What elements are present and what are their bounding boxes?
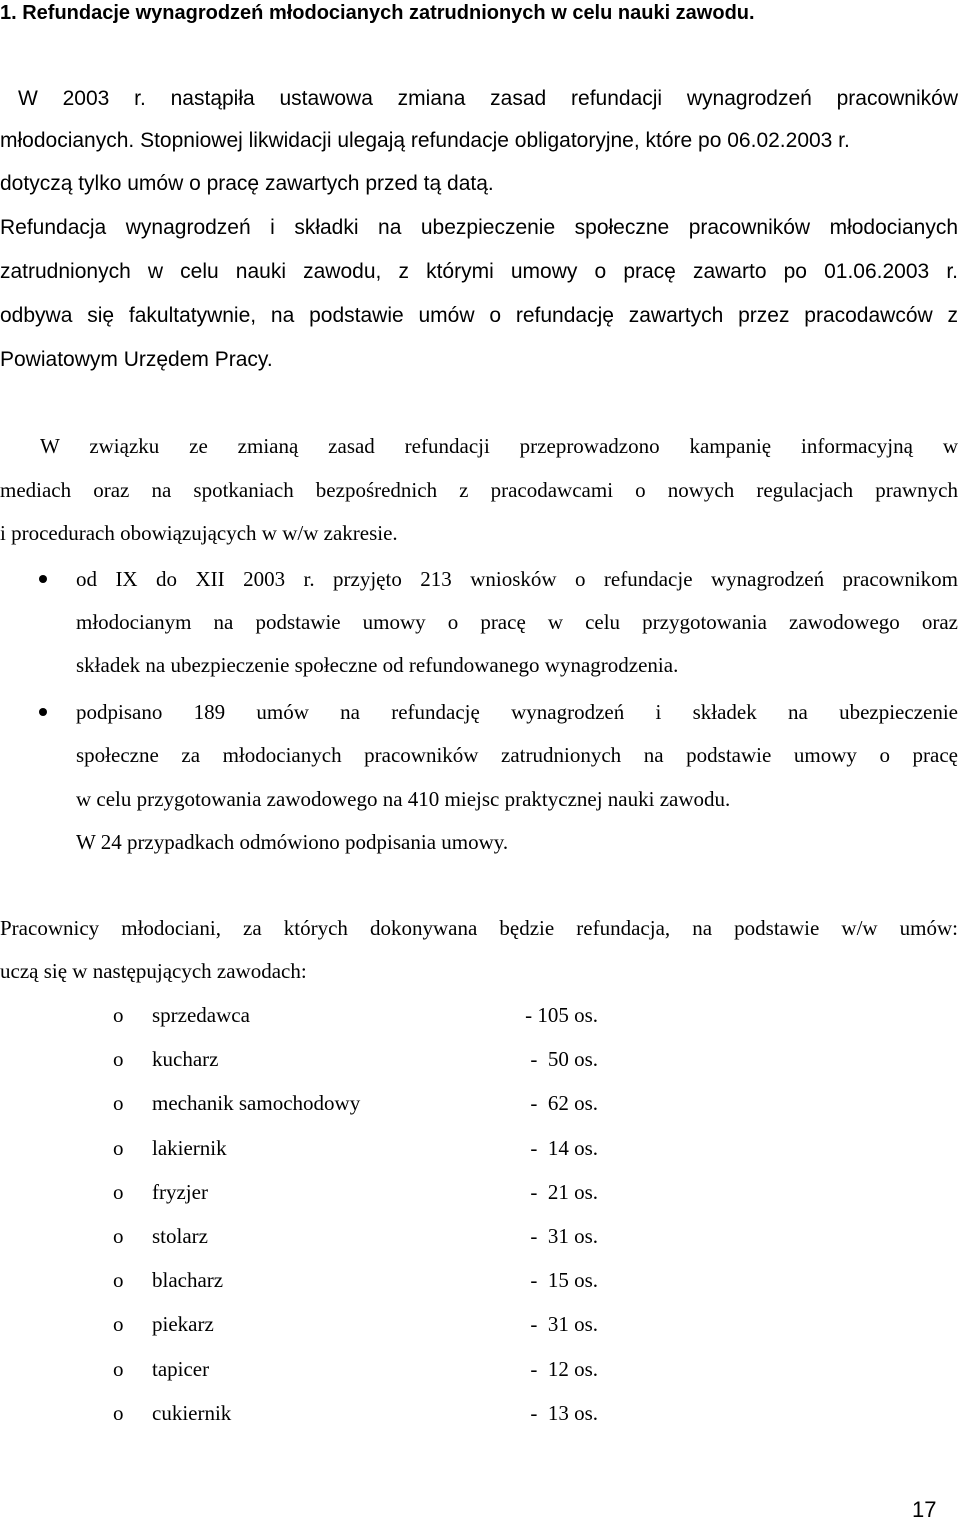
list-marker: o [113, 1224, 124, 1248]
profession-count: - 14 os. [530, 1136, 598, 1160]
profession-name: blacharz [152, 1268, 224, 1292]
profession-count: - 31 os. [530, 1312, 598, 1336]
profession-name: lakiernik [152, 1136, 227, 1160]
paragraph-1-line-4: Refundacja wynagrodzeń i składki na ubezpieczenie społeczne pracowników młodocianych [0, 216, 958, 239]
profession-name: tapicer [152, 1357, 210, 1381]
paragraph-1-line-7: Powiatowym Urzędem Pracy. [0, 348, 273, 371]
paragraph-3-line-1: Pracownicy młodociani, za których dokonywana będzie refundacja, na podstawie w/w umów: [0, 916, 958, 940]
paragraph-3-line-2: uczą się w następujących zawodach: [0, 959, 307, 983]
paragraph-1-line-3: dotyczą tylko umów o pracę zawartych przed tą datą. [0, 172, 494, 195]
bullet-2-line-1: podpisano 189 umów na refundację wynagrodzeń i składek na ubezpieczenie [76, 700, 958, 724]
profession-count: - 13 os. [530, 1401, 598, 1425]
paragraph-1-line-5: zatrudnionych w celu nauki zawodu, z którymi umowy o pracę zawarto po 01.06.2003 r. [0, 260, 958, 283]
paragraph-2-line-1: W związku ze zmianą zasad refundacji przeprowadzono kampanię informacyjną w [40, 434, 958, 458]
list-marker: o [113, 1268, 124, 1292]
refusal-note: W 24 przypadkach odmówiono podpisania umowy. [76, 830, 509, 854]
profession-name: mechanik samochodowy [152, 1091, 361, 1115]
profession-count: - 15 os. [530, 1268, 598, 1292]
profession-count: - 62 os. [530, 1091, 598, 1115]
bullet-1-line-3: składek na ubezpieczenie społeczne od refundowanego wynagrodzenia. [76, 653, 679, 677]
paragraph-2-line-2: mediach oraz na spotkaniach bezpośrednich z pracodawcami o nowych regulacjach prawnych [0, 478, 958, 502]
list-marker: o [113, 1091, 124, 1115]
list-marker: o [113, 1312, 124, 1336]
page-number: 17 [912, 1497, 937, 1522]
list-marker: o [113, 1401, 124, 1425]
section-heading: 1. Refundacje wynagrodzeń młodocianych zatrudnionych w celu nauki zawodu. [0, 2, 755, 24]
profession-count: - 21 os. [530, 1180, 598, 1204]
bullet-1-line-1: od IX do XII 2003 r. przyjęto 213 wniosków o refundacje wynagrodzeń pracownikom [76, 567, 958, 591]
bullet-2-line-2: społeczne za młodocianych pracowników zatrudnionych na podstawie umowy o pracę [76, 743, 958, 767]
profession-name: stolarz [152, 1224, 208, 1248]
paragraph-1-line-6: odbywa się fakultatywnie, na podstawie umów o refundację zawartych przez pracodawców z [0, 304, 958, 327]
profession-count: - 31 os. [530, 1224, 598, 1248]
list-marker: o [113, 1357, 124, 1381]
bullet-dot-icon [39, 575, 47, 583]
bullet-2-line-3: w celu przygotowania zawodowego na 410 miejsc praktycznej nauki zawodu. [76, 787, 731, 811]
list-marker: o [113, 1047, 124, 1071]
profession-name: cukiernik [152, 1401, 232, 1425]
list-marker: o [113, 1003, 124, 1027]
list-marker: o [113, 1136, 124, 1160]
list-marker: o [113, 1180, 124, 1204]
bullet-1-line-2: młodocianym na podstawie umowy o pracę w celu przygotowania zawodowego oraz [76, 610, 958, 634]
profession-name: fryzjer [152, 1180, 208, 1204]
profession-name: piekarz [152, 1312, 214, 1336]
profession-count: - 50 os. [530, 1047, 598, 1071]
profession-count: - 105 os. [525, 1003, 598, 1027]
profession-name: sprzedawca [152, 1003, 250, 1027]
bullet-dot-icon [39, 708, 47, 716]
paragraph-2-line-3: i procedurach obowiązujących w w/w zakresie. [0, 521, 398, 545]
paragraph-1-line-1: W 2003 r. nastąpiła ustawowa zmiana zasad refundacji wynagrodzeń pracowników [18, 87, 958, 110]
paragraph-1-line-2: młodocianych. Stopniowej likwidacji ulegają refundacje obligatoryjne, które po 06.02.2003 r. [0, 129, 850, 152]
profession-count: - 12 os. [530, 1357, 598, 1381]
profession-name: kucharz [152, 1047, 219, 1071]
